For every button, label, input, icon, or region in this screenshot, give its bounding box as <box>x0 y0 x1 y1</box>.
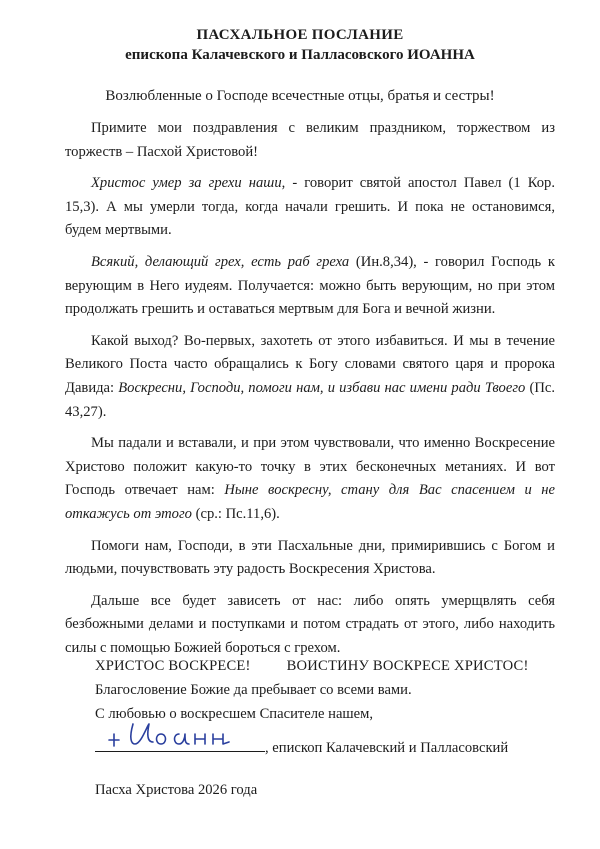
paragraph-3 <box>65 251 555 322</box>
handwritten-signature-icon <box>103 712 263 752</box>
closing-block <box>95 654 575 802</box>
paragraph-5 <box>65 432 555 526</box>
paragraph-text: , - говорит святой апостол Павел (1 Кор. 15,3). А мы умерли тогда, когда начали грешить. И пока не остановимся, будем мертвыми. <box>65 175 555 239</box>
signature-title: , епископ Калачевский и Палласовский <box>265 740 509 756</box>
title-line-1: ПАСХАЛЬНОЕ ПОСЛАНИЕ <box>196 27 404 43</box>
paragraph-text: Мы падали и вставали, и при этом чувствовали, что именно Воскресение Христово положит какую-то точку в этих бесконечных метаниях. И вот Господь отвечает нам: <box>65 435 555 499</box>
paragraph-2 <box>65 172 555 243</box>
quote-italic: Всякий, делающий грех, есть раб греха <box>91 253 350 270</box>
greeting-right: ВОИСТИНУ ВОСКРЕСЕ ХРИСТОС! <box>286 658 529 674</box>
title-line-2: епископа Калачевского и Палласовского ИОАННА <box>125 47 475 63</box>
greeting: Возлюбленные о Господе всечестные отцы, братья и сестры! <box>105 88 495 104</box>
paragraph-7: Дальше все будет зависеть от нас: либо опять умерщвлять себя безбожными делами и поступками и потом страдать от этого, либо находить силы с помощью Божией бороться с грехом. <box>65 592 555 656</box>
with-love-line: С любовью о воскресшем Спасителе нашем, <box>95 706 374 722</box>
quote-italic: Воскресни, Господи, помоги нам, и избави нас имени ради Твоего <box>118 379 526 396</box>
paragraph-1: Примите мои поздравления с великим праздником, торжеством из торжеств – Пасхой Христовой! <box>65 120 555 160</box>
paragraph-6: Помоги нам, Господи, в эти Пасхальные дни, примирившись с Богом и людьми, почувствовать эту радость Воскресения Христова. <box>65 537 555 578</box>
blessing-line: Благословение Божие да пребывает со всеми вами. <box>95 682 412 698</box>
quote-italic: Христос умер за грехи наши <box>91 175 282 192</box>
letter-body <box>65 117 555 668</box>
greeting-left: ХРИСТОС ВОСКРЕСЕ! <box>95 658 251 674</box>
quote-italic: Ныне воскресну, стану для Вас спасением и не откажусь от этого <box>65 482 556 522</box>
paragraph-4 <box>65 330 555 424</box>
date-line: Пасха Христова 2026 года <box>95 782 258 798</box>
signature-line <box>95 734 575 760</box>
paragraph-text: (Ин.8,34), - говорил Господь к верующим в Него иудеям. Получается: можно быть верующим, но при этом продолжать грешить и оставаться мертвым для Бога и вечной жизни. <box>65 253 555 318</box>
signature-blank <box>95 734 265 752</box>
paragraph-text: Какой выход? Во-первых, захотеть от этого избавиться. И мы в течение Великого Поста часто обращались к Богу словами святого царя и пророка Давида: <box>65 332 555 396</box>
paragraph-text: (Пс. 43,27). <box>65 379 555 420</box>
paschal-greeting <box>95 654 575 678</box>
paragraph-text: (ср.: Пс.11,6). <box>191 505 280 522</box>
